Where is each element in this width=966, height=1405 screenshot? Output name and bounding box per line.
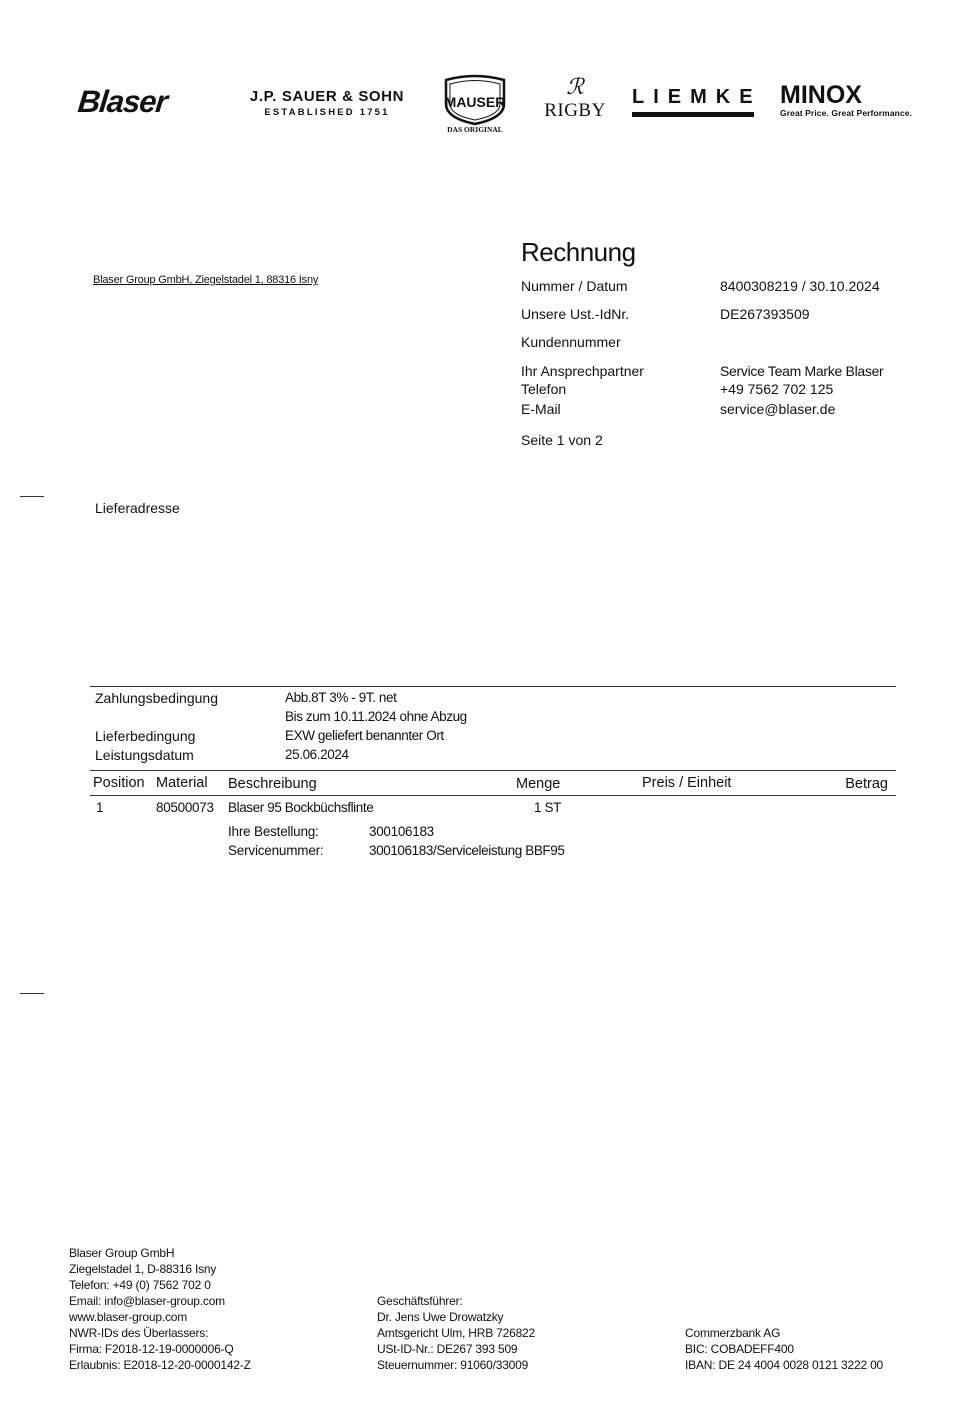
order-number-label: Ihre Bestellung: (228, 824, 319, 839)
payment-terms-line1: Abb.8T 3% - 9T. net (285, 690, 397, 705)
contact-person-value: Service Team Marke Blaser (720, 363, 884, 379)
sauer-logo-tagline: ESTABLISHED 1751 (264, 107, 390, 118)
row-position: 1 (96, 800, 104, 815)
minox-logo (780, 82, 912, 118)
email-label: E-Mail (521, 401, 561, 417)
contact-person-label: Ihr Ansprechpartner (521, 363, 644, 379)
delivery-address-label: Lieferadresse (95, 500, 180, 516)
row-material: 80500073 (156, 800, 214, 815)
payment-terms-label: Zahlungsbedingung (95, 690, 218, 706)
fold-mark-top (20, 496, 44, 497)
rigby-monogram-icon: ℛ (566, 74, 584, 99)
footer-nwr-permit: Erlaubnis: E2018-12-20-0000142-Z (69, 1358, 251, 1372)
footer-vat-id: USt-ID-Nr.: DE267 393 509 (377, 1342, 518, 1356)
delivery-terms-label: Lieferbedingung (95, 728, 196, 744)
liemke-logo (632, 86, 762, 117)
column-header-position: Position (93, 775, 145, 791)
footer-company-email: Email: info@blaser-group.com (69, 1294, 225, 1308)
table-header-bottom-rule (90, 795, 896, 796)
footer-company-website: www.blaser-group.com (69, 1310, 188, 1324)
footer-company-address: Ziegelstadel 1, D-88316 Isny (69, 1262, 217, 1276)
footer-bank-iban: IBAN: DE 24 4004 0028 0121 3222 00 (685, 1358, 884, 1372)
phone-label: Telefon (521, 381, 567, 397)
vat-id-value: DE267393509 (720, 306, 810, 322)
rigby-logo (540, 74, 610, 122)
minox-logo-tagline: Great Price. Great Performance. (780, 108, 913, 118)
fold-mark-bottom (20, 993, 44, 994)
service-date-label: Leistungsdatum (95, 747, 194, 763)
footer-tax-number: Steuernummer: 91060/33009 (377, 1358, 529, 1372)
footer-company-name: Blaser Group GmbH (69, 1246, 175, 1260)
mauser-logo-tagline: DAS ORIGINAL (447, 125, 503, 134)
service-date-value: 25.06.2024 (285, 747, 349, 762)
invoice-title: Rechnung (521, 237, 636, 267)
invoice-number-value: 8400308219 / 30.10.2024 (720, 278, 880, 294)
row-description: Blaser 95 Bockbüchsflinte (228, 800, 374, 815)
rigby-logo-name: RIGBY (544, 100, 606, 121)
column-header-material: Material (156, 775, 208, 791)
phone-value: +49 7562 702 125 (720, 381, 834, 397)
footer-company-column (69, 1245, 251, 1373)
footer-company-phone: Telefon: +49 (0) 7562 702 0 (69, 1278, 211, 1292)
order-number-value: 300106183 (369, 824, 434, 839)
footer-nwr-firm: Firma: F2018-12-19-0000006-Q (69, 1342, 234, 1356)
column-header-amount: Betrag (845, 776, 888, 792)
customer-number-label: Kundennummer (521, 334, 621, 350)
footer-bank-name: Commerzbank AG (685, 1326, 781, 1340)
footer-managing-director-label: Geschäftsführer: (377, 1294, 463, 1308)
service-number-value: 300106183/Serviceleistung BBF95 (369, 843, 565, 858)
footer-management-column (377, 1293, 535, 1373)
liemke-logo-bar (632, 112, 754, 117)
mauser-logo (440, 74, 510, 134)
sauer-logo (234, 88, 420, 118)
column-header-quantity: Menge (516, 776, 561, 792)
minox-logo-name: MINOX (780, 81, 862, 109)
footer-bank-column (685, 1325, 883, 1373)
service-number-label: Servicenummer: (228, 843, 324, 858)
email-value: service@blaser.de (720, 401, 836, 417)
column-header-description: Beschreibung (228, 776, 317, 792)
terms-top-rule (90, 686, 896, 687)
liemke-logo-name: LIEMKE (632, 86, 762, 108)
sauer-logo-name: J.P. SAUER & SOHN (249, 88, 405, 105)
footer-register-court: Amtsgericht Ulm, HRB 726822 (377, 1326, 535, 1340)
blaser-logo: Blaser (76, 84, 169, 119)
page-indicator: Seite 1 von 2 (521, 432, 603, 448)
payment-terms-line2: Bis zum 10.11.2024 ohne Abzug (285, 709, 467, 724)
mauser-logo-name: MAUSER (444, 94, 506, 110)
footer-managing-director: Dr. Jens Uwe Drowatzky (377, 1310, 504, 1324)
footer-bank-bic: BIC: COBADEFF400 (685, 1342, 794, 1356)
mauser-shield-icon (440, 74, 510, 134)
row-quantity: 1 ST (534, 800, 561, 815)
table-header-top-rule (90, 770, 896, 771)
delivery-terms-value: EXW geliefert benannter Ort (285, 728, 444, 743)
vat-id-label: Unsere Ust.-IdNr. (521, 306, 630, 322)
invoice-number-label: Nummer / Datum (521, 278, 628, 294)
footer-nwr-label: NWR-IDs des Überlassers: (69, 1326, 209, 1340)
sender-address-line: Blaser Group GmbH, Ziegelstadel 1, 88316 Isny (93, 274, 319, 286)
column-header-unit-price: Preis / Einheit (642, 775, 732, 791)
